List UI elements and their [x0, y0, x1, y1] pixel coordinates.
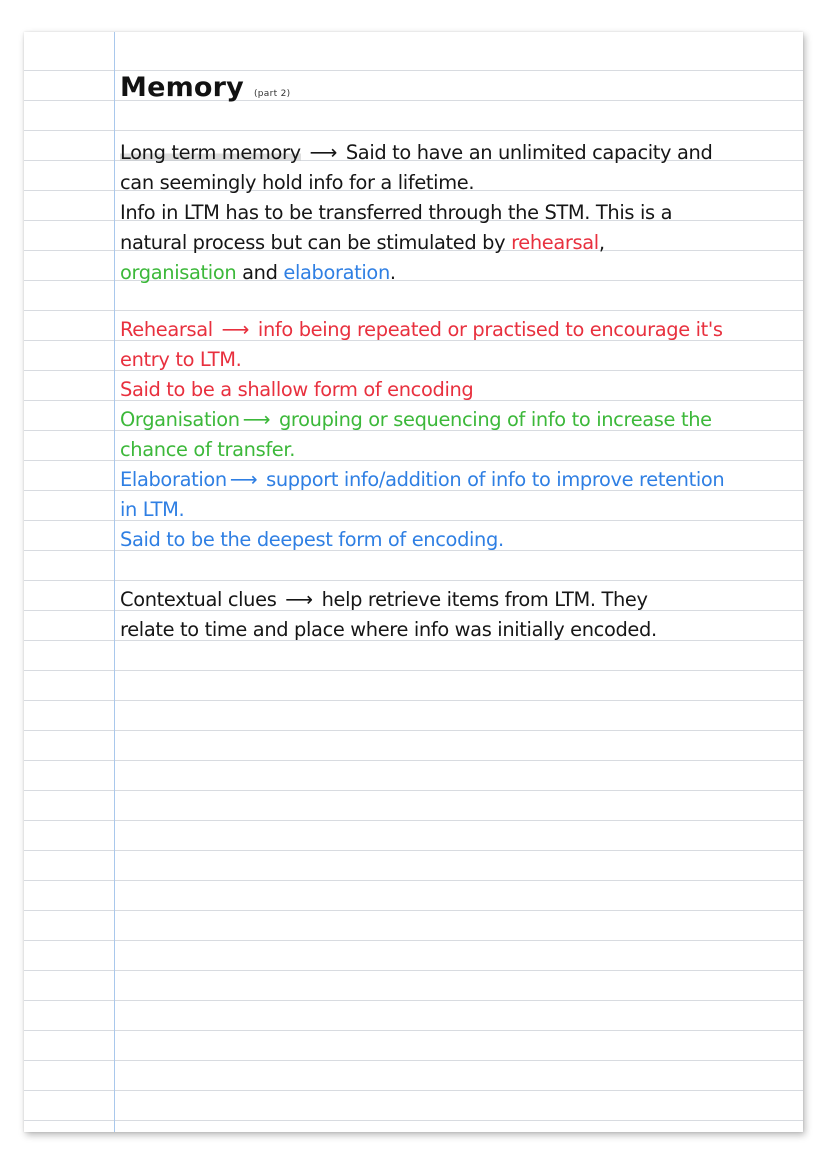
margin-line: [114, 32, 115, 1132]
text-line: can seemingly hold info for a lifetime.: [120, 171, 475, 194]
organisation-term: Organisation: [120, 408, 240, 431]
text-line: [120, 228, 796, 258]
organisation-definition-start: grouping or sequencing of info to increase the: [273, 408, 712, 431]
text-line: relate to time and place where info was initially encoded.: [120, 618, 657, 641]
arrow-icon: ⟶: [221, 318, 250, 341]
title-part-label: (part 2): [253, 89, 291, 99]
contextual-clues-paragraph: [120, 585, 796, 645]
text-line: Said to be a shallow form of encoding: [120, 378, 474, 401]
arrow-icon: ⟶: [309, 141, 338, 164]
text-line: [120, 315, 796, 345]
text-line: Info in LTM has to be transferred through the STM. This is a: [120, 201, 673, 224]
rehearsal-word: rehearsal: [511, 231, 599, 254]
and-word: and: [236, 261, 284, 284]
elaboration-word: elaboration: [283, 261, 390, 284]
elaboration-term: Elaboration: [120, 468, 227, 491]
text-line: [120, 585, 796, 615]
rehearsal-definition-start: info being repeated or practised to encourage it's: [252, 318, 723, 341]
elaboration-definition-start: support info/addition of info to improve retention: [260, 468, 725, 491]
arrow-icon: ⟶: [242, 408, 271, 431]
text-line: [120, 258, 796, 288]
text-line: entry to LTM.: [120, 348, 242, 371]
text-line: [120, 465, 796, 495]
ltm-paragraph: [120, 138, 796, 288]
rehearsal-term: Rehearsal: [120, 318, 213, 341]
title-main: Memory: [120, 72, 244, 103]
ltm-term: Long term memory: [120, 141, 301, 164]
ltm-text: natural process but can be stimulated by: [120, 231, 512, 254]
comma: ,: [598, 231, 605, 254]
page-title: [120, 72, 290, 103]
organisation-word: organisation: [120, 261, 237, 284]
text-line: [120, 405, 796, 435]
rehearsal-paragraph: [120, 315, 796, 405]
arrow-icon: ⟶: [229, 468, 258, 491]
notebook-page: [24, 32, 803, 1132]
organisation-paragraph: [120, 405, 796, 465]
text-line: in LTM.: [120, 498, 185, 521]
ltm-definition-start: Said to have an unlimited capacity and: [340, 141, 713, 164]
text-line: [120, 138, 796, 168]
contextual-clues-definition-start: help retrieve items from LTM. They: [315, 588, 648, 611]
contextual-clues-term: Contextual clues: [120, 588, 277, 611]
elaboration-paragraph: [120, 465, 796, 555]
arrow-icon: ⟶: [285, 588, 313, 611]
text-line: chance of transfer.: [120, 438, 296, 461]
text-line: Said to be the deepest form of encoding.: [120, 528, 504, 551]
period: .: [389, 261, 396, 284]
